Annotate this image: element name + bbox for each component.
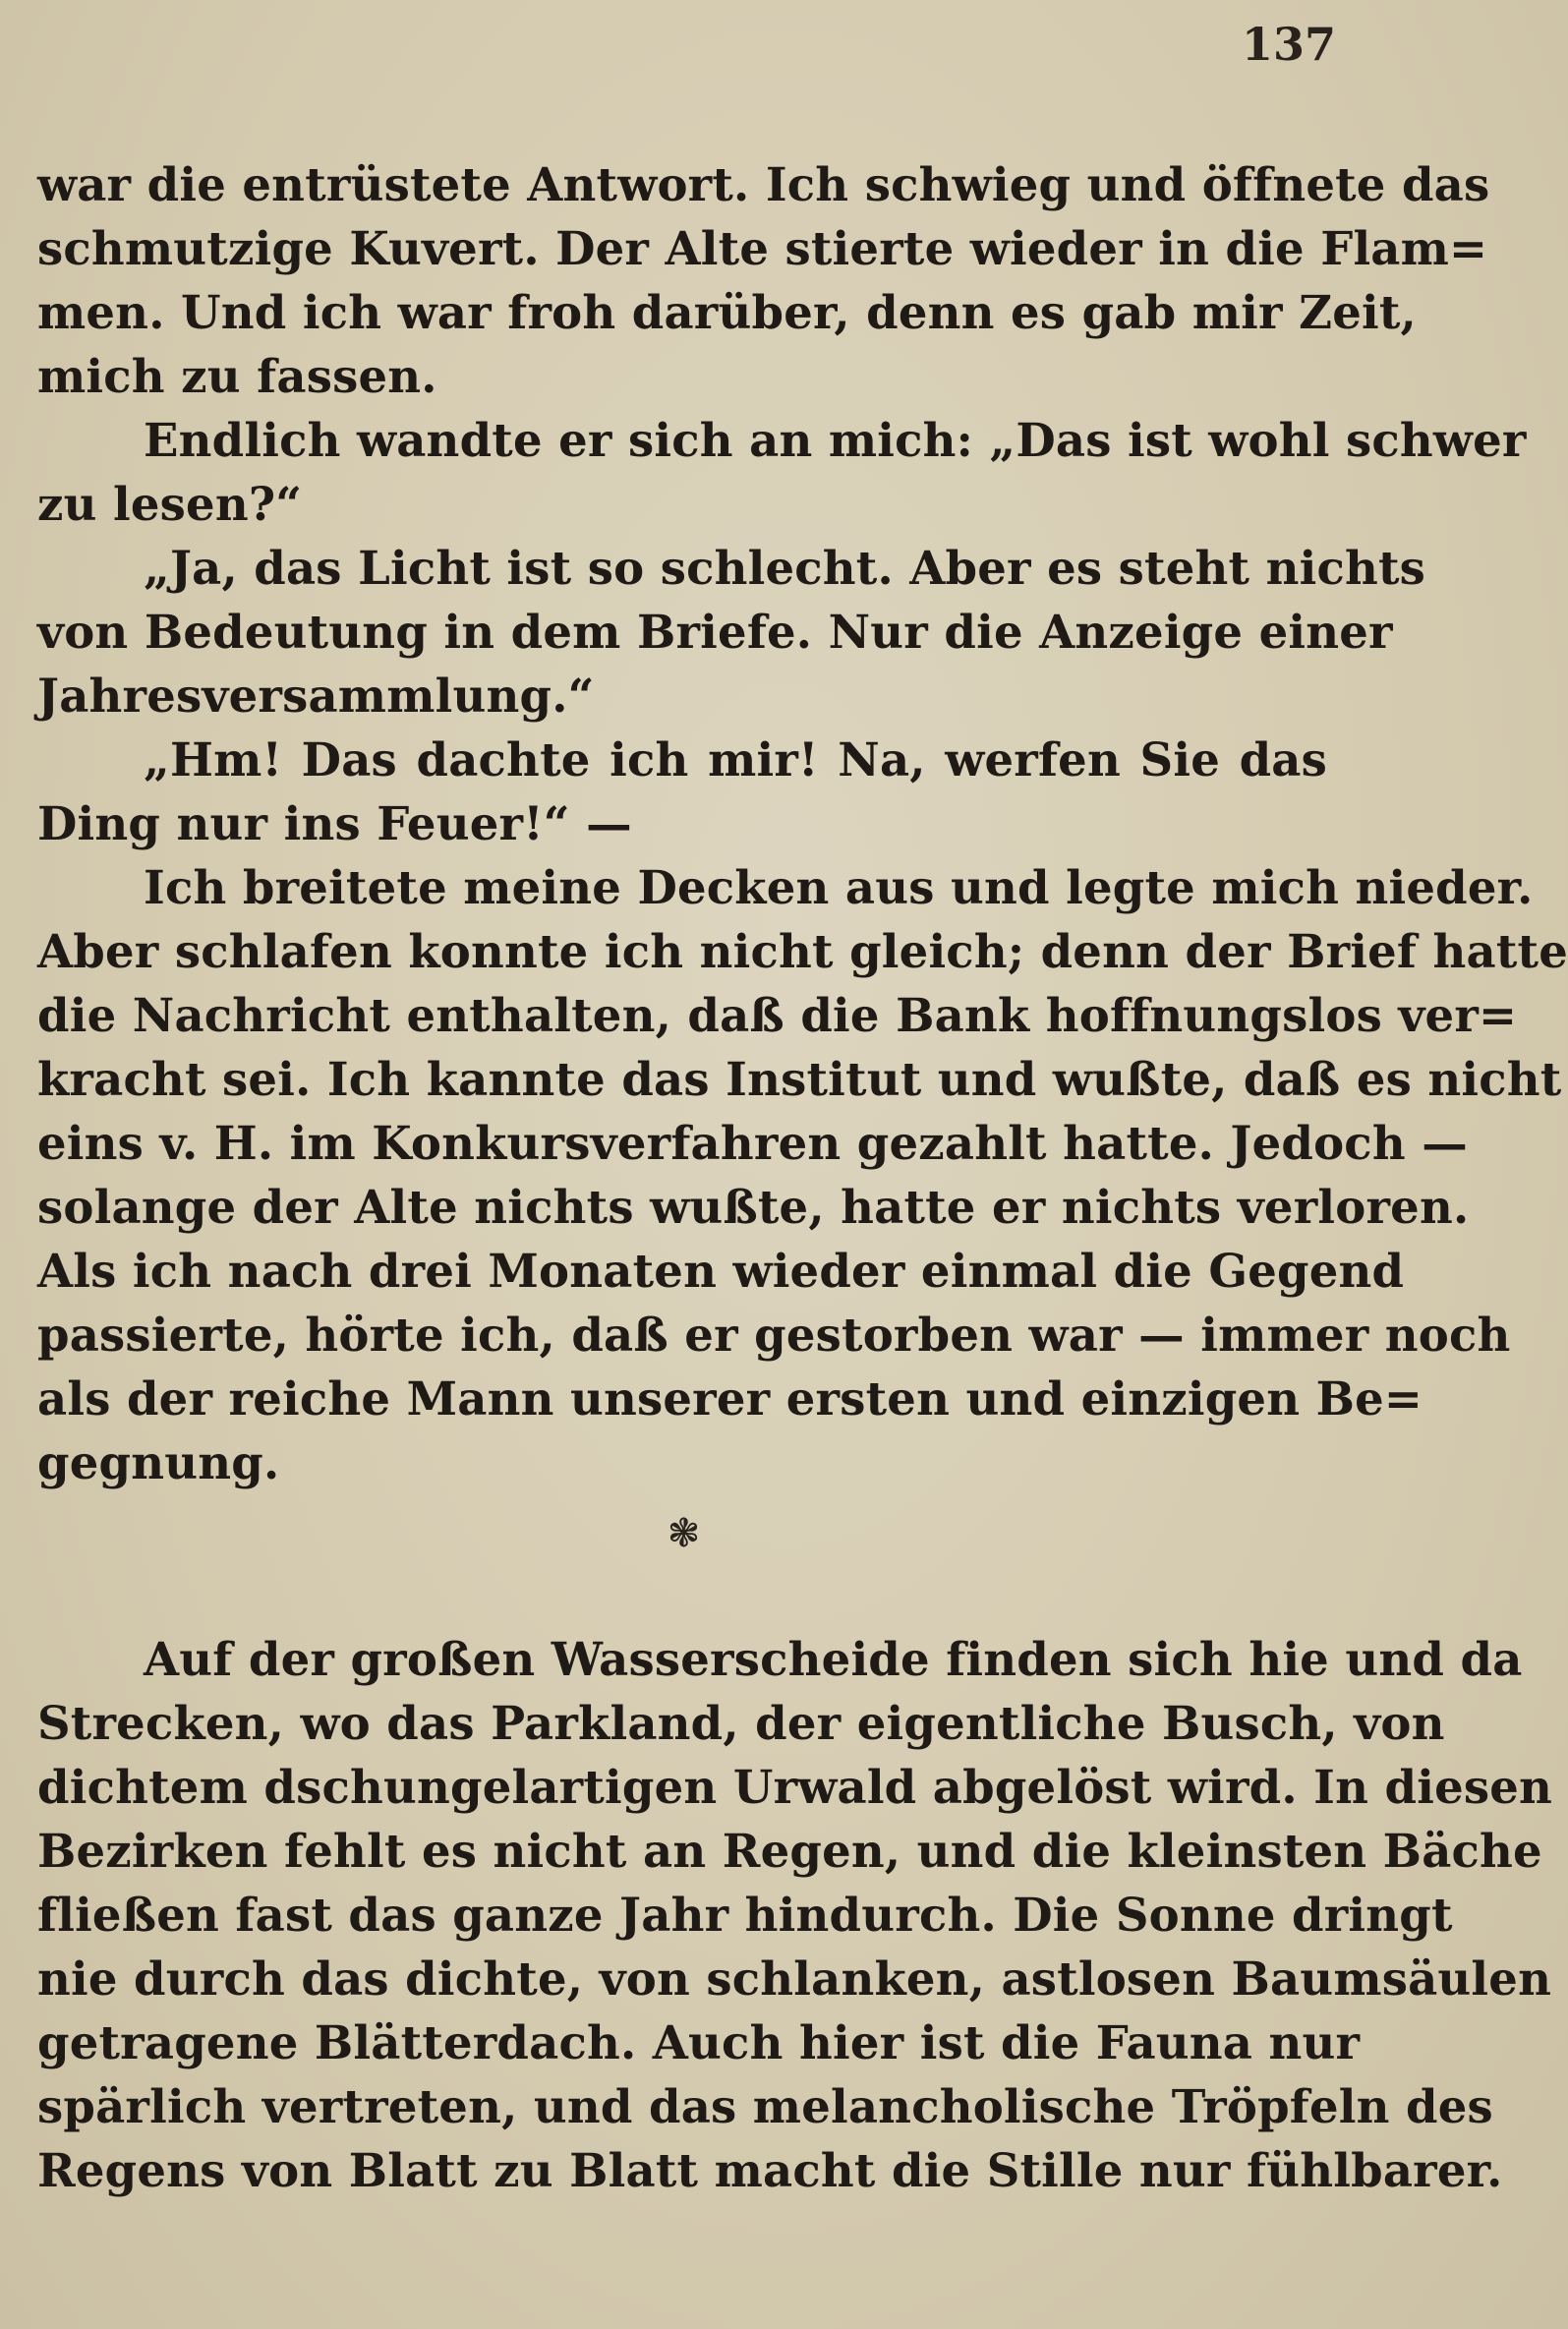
text-line: Endlich wandte er sich an mich: „Das ist wohl schwer: [144, 413, 1527, 467]
text-line: gegnung.: [37, 1435, 280, 1489]
text-line: die Nachricht enthalten, daß die Bank hoffnungslos ver=: [37, 988, 1518, 1042]
text-line: Als ich nach drei Monaten wieder einmal die Gegend: [37, 1244, 1405, 1298]
text-line: solange der Alte nichts wußte, hatte er nichts verloren.: [37, 1180, 1470, 1234]
text-line: Ich breitete meine Decken aus und legte mich nieder.: [144, 860, 1534, 914]
text-line: Jahresversammlung.“: [37, 669, 595, 723]
text-line: schmutzige Kuvert. Der Alte stierte wieder in die Flam=: [37, 221, 1488, 275]
text-line: Aber schlafen konnte ich nicht gleich; denn der Brief hatte: [37, 924, 1568, 978]
text-line: Ding nur ins Feuer!“ —: [37, 796, 632, 850]
text-line: nie durch das dichte, von schlanken, astlosen Baumsäulen: [37, 1951, 1552, 2006]
text-line: fließen fast das ganze Jahr hindurch. Die Sonne dringt: [37, 1888, 1453, 1942]
text-block-bottom: [37, 1627, 1553, 2202]
text-line: „Ja, das Licht ist so schlecht. Aber es steht nichts: [144, 541, 1426, 595]
text-line: mich zu fassen.: [37, 349, 437, 403]
text-line: eins v. H. im Konkursverfahren gezahlt hatte. Jedoch —: [37, 1116, 1468, 1170]
text-line: Regens von Blatt zu Blatt macht die Stille nur fühlbarer.: [37, 2143, 1503, 2197]
text-line: „Hm! Das dachte ich mir! Na, werfen Sie das: [144, 732, 1327, 786]
text-line: kracht sei. Ich kannte das Institut und wußte, daß es nicht: [37, 1052, 1562, 1106]
page-number: 137: [1241, 18, 1336, 71]
text-line: Bezirken fehlt es nicht an Regen, und die kleinsten Bäche: [37, 1824, 1542, 1878]
text-line: passierte, hörte ich, daß er gestorben war — immer noch: [37, 1308, 1511, 1362]
text-line: dichtem dschungelartigen Urwald abgelöst wird. In diesen: [37, 1760, 1553, 1814]
text-line: getragene Blätterdach. Auch hier ist die Fauna nur: [37, 2015, 1361, 2069]
text-line: zu lesen?“: [37, 477, 303, 531]
text-line: Strecken, wo das Parkland, der eigentliche Busch, von: [37, 1696, 1445, 1750]
text-line: von Bedeutung in dem Briefe. Nur die Anzeige einer: [37, 605, 1393, 659]
text-line: war die entrüstete Antwort. Ich schwieg und öffnete das: [37, 157, 1490, 211]
text-block-top: [37, 152, 1568, 1494]
section-break-ornament: ❃: [667, 1511, 701, 1556]
text-line: als der reiche Mann unserer ersten und einzigen Be=: [37, 1371, 1423, 1426]
text-line: spärlich vertreten, und das melancholische Tröpfeln des: [37, 2079, 1493, 2133]
text-line: men. Und ich war froh darüber, denn es gab mir Zeit,: [37, 285, 1417, 339]
text-line: Auf der großen Wasserscheide finden sich hie und da: [144, 1632, 1523, 1686]
